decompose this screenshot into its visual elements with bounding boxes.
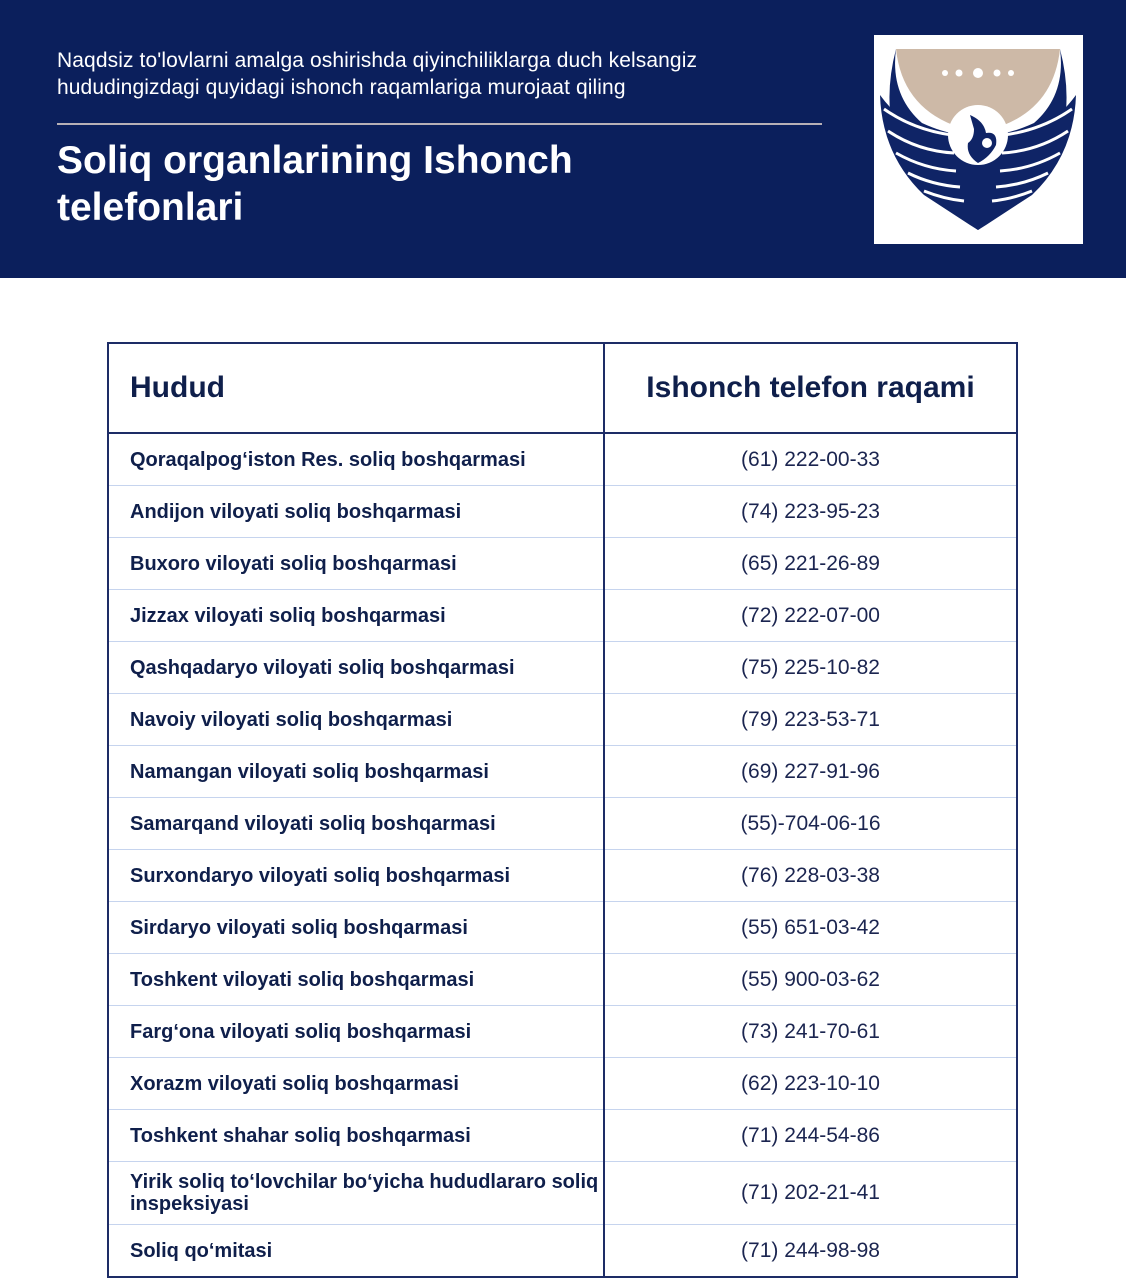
table-row: [108, 486, 1017, 538]
region-cell: Yirik soliq to‘lovchilar bo‘yicha hududlararo soliq inspeksiyasi: [108, 1162, 604, 1225]
table-row: [108, 1058, 1017, 1110]
table-row: [108, 850, 1017, 902]
region-cell: Buxoro viloyati soliq boshqarmasi: [108, 538, 604, 590]
region-cell: Farg‘ona viloyati soliq boshqarmasi: [108, 1006, 604, 1058]
table-row: [108, 590, 1017, 642]
phone-cell: (73) 241-70-61: [604, 1006, 1017, 1058]
phone-cell: (62) 223-10-10: [604, 1058, 1017, 1110]
header-subtitle: Naqdsiz to'lovlarni amalga oshirishda qiyinchiliklarga duch kelsangiz hududingizdagi quyidagi ishonch raqamlariga murojaat qiling: [57, 49, 698, 99]
phone-cell: (79) 223-53-71: [604, 694, 1017, 746]
phone-cell: (55)-704-06-16: [604, 798, 1017, 850]
table-row: [108, 1110, 1017, 1162]
phone-cell: (71) 244-54-86: [604, 1110, 1017, 1162]
phone-cell: (72) 222-07-00: [604, 590, 1017, 642]
table-row: [108, 746, 1017, 798]
logo: [874, 35, 1083, 244]
region-cell: Xorazm viloyati soliq boshqarmasi: [108, 1058, 604, 1110]
hotline-table: [107, 342, 1018, 1278]
phone-cell: (65) 221-26-89: [604, 538, 1017, 590]
eagle-emblem-icon: [874, 35, 1083, 244]
region-cell: Sirdaryo viloyati soliq boshqarmasi: [108, 902, 604, 954]
table-row: [108, 642, 1017, 694]
phone-cell: (71) 244-98-98: [604, 1225, 1017, 1278]
header-banner: [0, 0, 1126, 278]
table-row: [108, 1225, 1017, 1278]
phone-cell: (76) 228-03-38: [604, 850, 1017, 902]
region-cell: Toshkent shahar soliq boshqarmasi: [108, 1110, 604, 1162]
table-row: [108, 1006, 1017, 1058]
region-cell: Toshkent viloyati soliq boshqarmasi: [108, 954, 604, 1006]
phone-cell: (75) 225-10-82: [604, 642, 1017, 694]
phone-cell: (61) 222-00-33: [604, 433, 1017, 486]
table-row: [108, 798, 1017, 850]
region-cell: Surxondaryo viloyati soliq boshqarmasi: [108, 850, 604, 902]
page-title: Soliq organlarining Ishonch telefonlari: [57, 139, 573, 229]
header-divider: [57, 123, 822, 125]
table-row: [108, 694, 1017, 746]
region-cell: Andijon viloyati soliq boshqarmasi: [108, 486, 604, 538]
phone-cell: (74) 223-95-23: [604, 486, 1017, 538]
column-header-region: Hudud: [108, 343, 604, 433]
region-cell: Jizzax viloyati soliq boshqarmasi: [108, 590, 604, 642]
region-cell: Navoiy viloyati soliq boshqarmasi: [108, 694, 604, 746]
phone-cell: (69) 227-91-96: [604, 746, 1017, 798]
table-row: [108, 902, 1017, 954]
column-header-phone: Ishonch telefon raqami: [604, 343, 1017, 433]
phone-cell: (55) 651-03-42: [604, 902, 1017, 954]
table-header-row: [108, 343, 1017, 433]
table-row: [108, 1162, 1017, 1225]
phone-cell: (71) 202-21-41: [604, 1162, 1017, 1225]
region-cell: Namangan viloyati soliq boshqarmasi: [108, 746, 604, 798]
table-row: [108, 954, 1017, 1006]
phone-cell: (55) 900-03-62: [604, 954, 1017, 1006]
region-cell: Qoraqalpog‘iston Res. soliq boshqarmasi: [108, 433, 604, 486]
table-row: [108, 433, 1017, 486]
table-row: [108, 538, 1017, 590]
region-cell: Qashqadaryo viloyati soliq boshqarmasi: [108, 642, 604, 694]
region-cell: Soliq qo‘mitasi: [108, 1225, 604, 1278]
region-cell: Samarqand viloyati soliq boshqarmasi: [108, 798, 604, 850]
